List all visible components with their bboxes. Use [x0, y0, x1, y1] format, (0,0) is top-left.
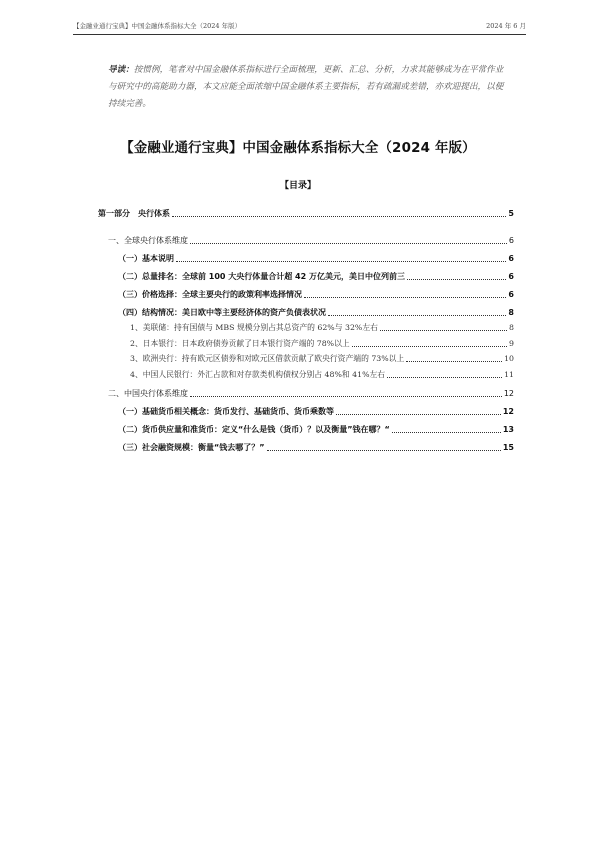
toc-leader-dots — [304, 297, 506, 298]
toc-entry-1-4-1[interactable] — [130, 322, 514, 333]
toc-entry-page: 11 — [504, 370, 514, 379]
toc-heading: 【目录】 — [279, 181, 316, 191]
toc-entry-text: 4、中国人民银行：外汇占款和对存款类机构债权分别占 48%和 41%左右 — [130, 370, 386, 379]
toc-entry-page: 10 — [504, 354, 514, 363]
toc-leader-dots — [190, 396, 502, 397]
toc-entry-text: 第一部分 央行体系 — [98, 209, 170, 218]
toc-entry-page: 6 — [508, 236, 514, 245]
toc-leader-dots — [336, 414, 501, 415]
toc-entry-page: 9 — [509, 339, 514, 348]
toc-entry-1-4-3[interactable] — [130, 353, 514, 364]
toc-entry-page: 6 — [508, 290, 514, 299]
document-title: 【金融业通行宝典】中国金融体系指标大全（2024 年版） — [120, 141, 476, 156]
toc-entry-text: 二、中国央行体系维度 — [108, 389, 188, 398]
header-rule — [73, 34, 526, 35]
toc-entry-text: （二）货币供应量和准货币：定义“什么是钱（货币）？以及衡量”钱在哪？“ — [118, 425, 390, 434]
header-date: 2024 年 6 月 — [486, 22, 526, 30]
toc-entry-2-1[interactable] — [118, 406, 514, 417]
toc-entry-1-4[interactable] — [118, 307, 514, 318]
toc-entry-1-1[interactable] — [118, 253, 514, 264]
toc-entry-text: 3、欧洲央行：持有欧元区债券和对欧元区借款贡献了欧央行资产端的 73%以上 — [130, 354, 405, 363]
toc-entry-page: 8 — [509, 323, 514, 332]
toc-entry-text: （四）结构情况：美日欧中等主要经济体的资产负债表状况 — [118, 308, 326, 317]
toc-leader-dots — [352, 346, 507, 347]
toc-entry-text: 2、日本银行：日本政府债券贡献了日本银行资产端的 78%以上 — [130, 339, 350, 348]
toc-entry-page: 12 — [503, 389, 514, 398]
page-header — [73, 21, 526, 30]
toc-entry-page: 13 — [502, 425, 514, 434]
toc-entry-page: 6 — [508, 272, 514, 281]
header-doc-title: 【金融业通行宝典】中国金融体系指标大全（2024 年版） — [73, 22, 242, 30]
toc-entry-1-2[interactable] — [118, 271, 514, 282]
toc-entry-text: （二）总量排名：全球前 100 大央行体量合计超 42 万亿美元，美日中位列前三 — [118, 272, 405, 281]
intro-label: 导读： — [108, 65, 134, 75]
toc-leader-dots — [172, 216, 506, 217]
toc-leader-dots — [328, 315, 506, 316]
toc-entry-part1[interactable] — [98, 208, 514, 219]
toc-entry-text: （一）基础货币相关概念：货币发行、基础货币、货币乘数等 — [118, 407, 334, 416]
intro-text: 按惯例，笔者对中国金融体系指标进行全面梳理，更新、汇总、分析，力求其能够成为在平常作业与研究中的高能助力器，本文应能全面浓缩中国金融体系主要指标，若有疏漏或差错，亦欢迎提出，以便持续完善。 — [108, 65, 504, 109]
toc-leader-dots — [406, 361, 502, 362]
toc-entry-page: 8 — [508, 308, 514, 317]
toc-entry-1-4-4[interactable] — [130, 369, 514, 380]
toc-entry-text: （一）基本说明 — [118, 254, 174, 263]
toc-leader-dots — [387, 377, 502, 378]
toc-entry-text: 1、美联储：持有国债与 MBS 规模分别占其总资产的 62%与 32%左右 — [130, 323, 378, 332]
toc-entry-2-2[interactable] — [118, 424, 514, 435]
toc-leader-dots — [392, 432, 501, 433]
toc-leader-dots — [380, 330, 507, 331]
toc-entry-section-2[interactable] — [108, 388, 514, 399]
toc-entry-text: 一、全球央行体系维度 — [108, 236, 188, 245]
toc-entry-page: 5 — [508, 209, 514, 218]
toc-entry-1-3[interactable] — [118, 289, 514, 300]
toc-entry-text: （三）社会融资规模：衡量“钱去哪了？” — [118, 443, 265, 452]
toc-entry-page: 12 — [502, 407, 514, 416]
toc-leader-dots — [267, 450, 501, 451]
toc-entry-page: 6 — [508, 254, 514, 263]
toc-entry-1-4-2[interactable] — [130, 338, 514, 349]
toc-entry-2-3[interactable] — [118, 442, 514, 453]
toc-entry-section-1[interactable] — [108, 235, 514, 246]
toc-entry-page: 15 — [502, 443, 514, 452]
toc-leader-dots — [407, 279, 506, 280]
toc-leader-dots — [176, 261, 506, 262]
intro-paragraph — [108, 62, 508, 113]
toc-entry-text: （三）价格选择：全球主要央行的政策利率选择情况 — [118, 290, 302, 299]
toc-leader-dots — [190, 243, 507, 244]
